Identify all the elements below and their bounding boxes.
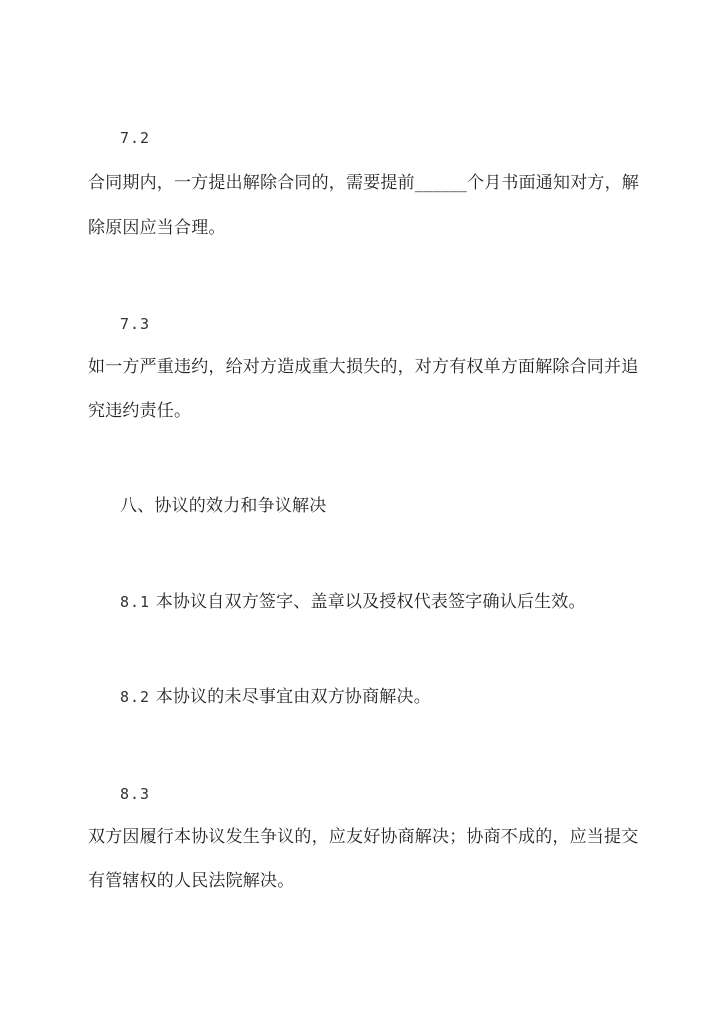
clause-8-2-text: 本协议的未尽事宜由双方协商解决。 (155, 687, 431, 707)
clause-7-3-number: 7.3 (120, 315, 151, 333)
clause-7-2-line-1: 合同期内，一方提出解除合同的，需要提前______个月书面通知对方，解 (88, 173, 639, 193)
clause-8-2-number: 8.2 (120, 688, 151, 706)
clause-7-2-number: 7.2 (120, 129, 151, 147)
clause-8-1-text: 本协议自双方签字、盖章以及授权代表签字确认后生效。 (155, 592, 586, 612)
clause-8-3-number: 8.3 (120, 785, 151, 803)
clause-8-1 (120, 592, 586, 612)
clause-8-3-line-2: 有管辖权的人民法院解决。 (88, 871, 295, 891)
clause-7-2-line-2: 除原因应当合理。 (88, 218, 226, 238)
clause-7-3-line-2: 究违约责任。 (88, 401, 192, 421)
clause-7-3-line-1: 如一方严重违约，给对方造成重大损失的，对方有权单方面解除合同并追 (88, 357, 639, 377)
clause-8-3-line-1: 双方因履行本协议发生争议的，应友好协商解决；协商不成的，应当提交 (88, 827, 639, 847)
clause-8-1-number: 8.1 (120, 593, 151, 611)
clause-8-2 (120, 687, 431, 707)
section-8-heading: 八、协议的效力和争议解决 (120, 496, 327, 516)
